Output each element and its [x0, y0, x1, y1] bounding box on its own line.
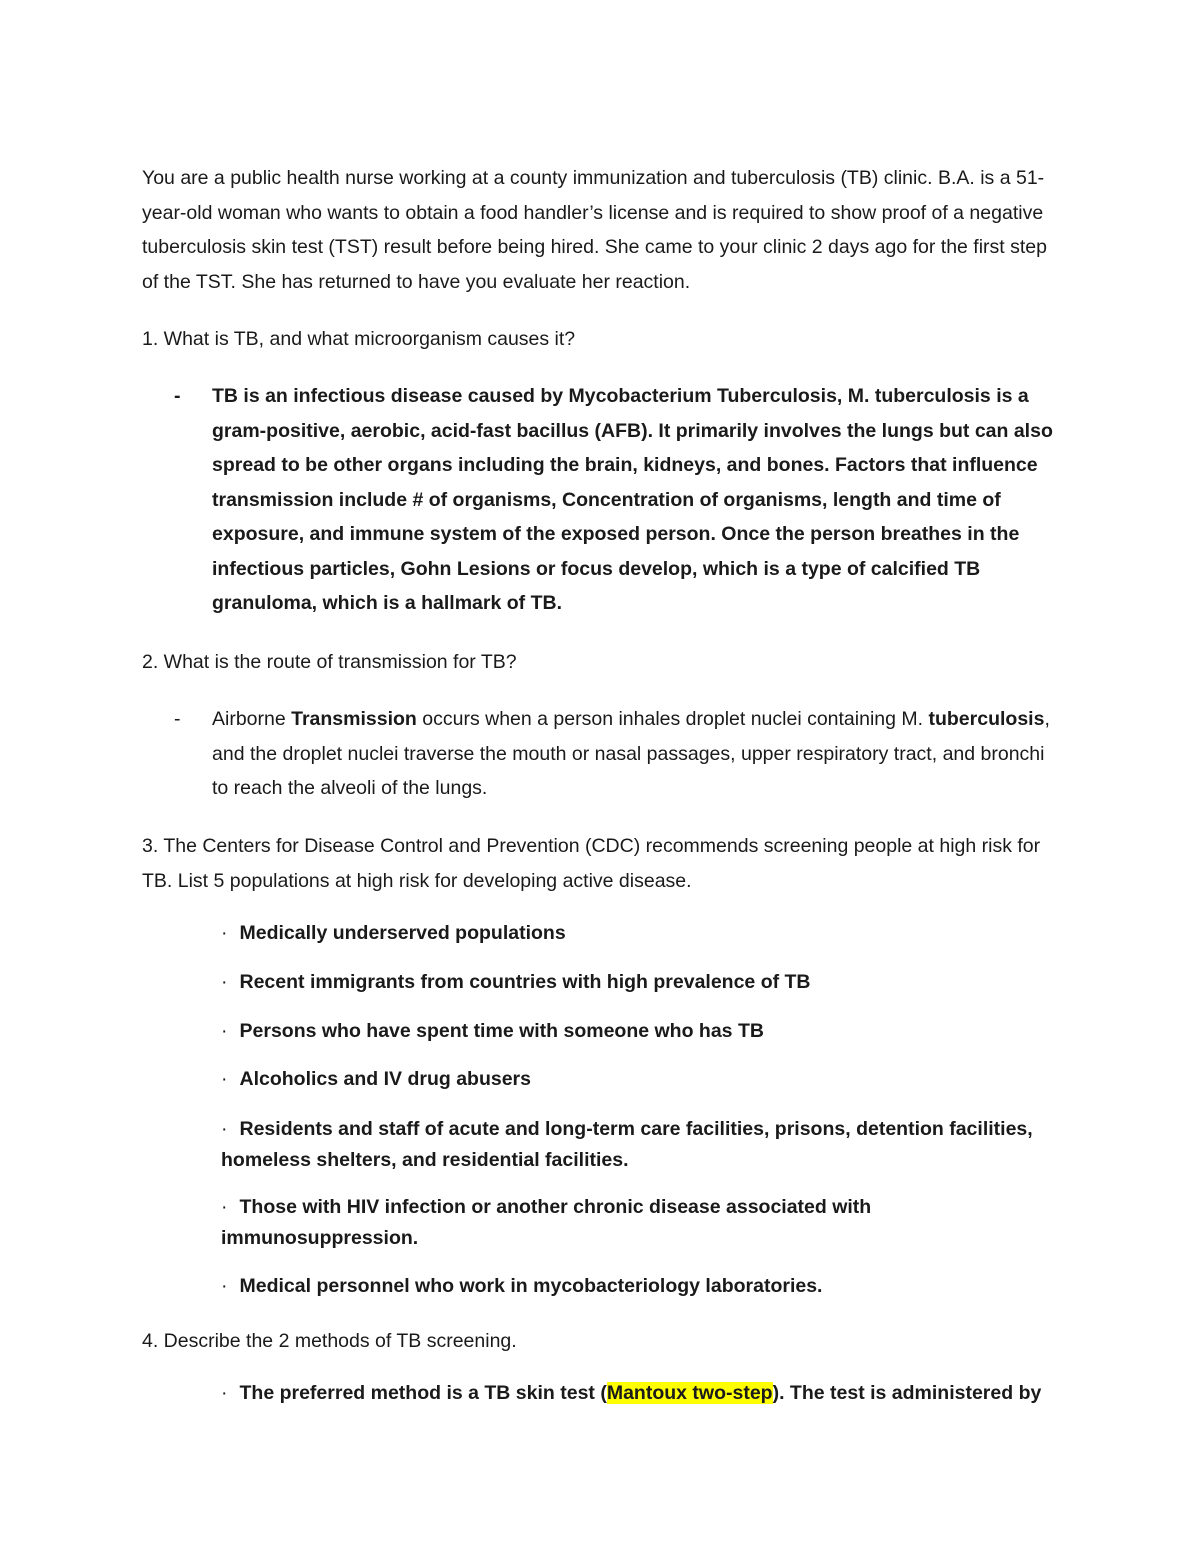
question-1: 1. What is TB, and what microorganism causes it?: [142, 328, 576, 350]
bullet-marker: ·: [221, 1068, 228, 1090]
question-3: 3. The Centers for Disease Control and Prevention (CDC) recommends screening people at high risk for TB. List 5 populations at high risk for developing active disease.: [142, 835, 1041, 892]
list-item: [221, 967, 1071, 998]
list-item: [221, 1016, 1071, 1047]
dash-marker: -: [174, 385, 181, 407]
list-item-text: Residents and staff of acute and long-term care facilities, prisons, detention facilities, homeless shelters, and residential facilities.: [221, 1118, 1033, 1171]
answer-2-bold-term: Transmission: [291, 708, 417, 730]
list-item-text: ). The test is administered by: [772, 1382, 1042, 1404]
highlighted-term: Mantoux two-step: [606, 1382, 773, 1404]
list-item-text: The preferred method is a TB skin test (: [239, 1382, 607, 1404]
list-item-text: Persons who have spent time with someone who has TB: [239, 1020, 764, 1042]
answer-2-text: [212, 702, 1064, 806]
list-item: [221, 918, 1071, 949]
bullet-marker: ·: [221, 1382, 228, 1404]
list-item-text: Medically underserved populations: [239, 922, 566, 944]
intro-paragraph: You are a public health nurse working at a county immunization and tuberculosis (TB) clinic. B.A. is a 51-year-old woman who wants to obtain a food handler’s license and is required to show proof of a negative tuberculosis skin test (TST) result before being hired. She came to your clinic 2 days ago for the first step of the TST. She has returned to have you evaluate her reaction.: [142, 167, 1047, 293]
bullet-marker: ·: [221, 1118, 228, 1140]
list-item: [221, 1192, 901, 1254]
answer-2: [174, 702, 1064, 806]
answer-1: [174, 379, 1064, 621]
list-item-text: Those with HIV infection or another chronic disease associated with immunosuppression.: [221, 1196, 872, 1249]
list-item-text: Medical personnel who work in mycobacteriology laboratories.: [239, 1275, 823, 1297]
bullet-marker: ·: [221, 971, 228, 993]
answer-2-bold-term: tuberculosis: [928, 708, 1045, 730]
answer-2-part: , and the droplet nuclei traverse the mouth or nasal passages, upper respiratory tract, and bronchi to reach the alveoli of the lungs.: [212, 708, 1050, 799]
bullet-marker: ·: [221, 922, 228, 944]
list-item: [221, 1064, 1071, 1095]
question-2: 2. What is the route of transmission for TB?: [142, 651, 517, 673]
list-item: [221, 1271, 1071, 1302]
answer-2-part: occurs when a person inhales droplet nuclei containing M.: [416, 708, 929, 730]
bullet-marker: ·: [221, 1275, 228, 1297]
list-item-text: Alcoholics and IV drug abusers: [239, 1068, 531, 1090]
dash-marker: -: [174, 708, 181, 730]
bullet-marker: ·: [221, 1020, 228, 1042]
answer-1-text: TB is an infectious disease caused by Mycobacterium Tuberculosis, M. tuberculosis is a gram-positive, aerobic, acid-fast bacillus (AFB). It primarily involves the lungs but can also spread to be other organs including the brain, kidneys, and bones. Factors that influence transmission include # of organisms, Concentration of organisms, length and time of exposure, and immune system of the exposed person. Once the person breathes in the infectious particles, Gohn Lesions or focus develop, which is a type of calcified TB granuloma, which is a hallmark of TB.: [212, 385, 1053, 614]
answer-2-part: Airborne: [212, 708, 292, 730]
list-item: [221, 1378, 1121, 1409]
bullet-marker: ·: [221, 1196, 228, 1218]
question-4: 4. Describe the 2 methods of TB screening.: [142, 1330, 517, 1352]
list-item: [221, 1114, 1056, 1176]
list-item-text: Recent immigrants from countries with high prevalence of TB: [239, 971, 811, 993]
